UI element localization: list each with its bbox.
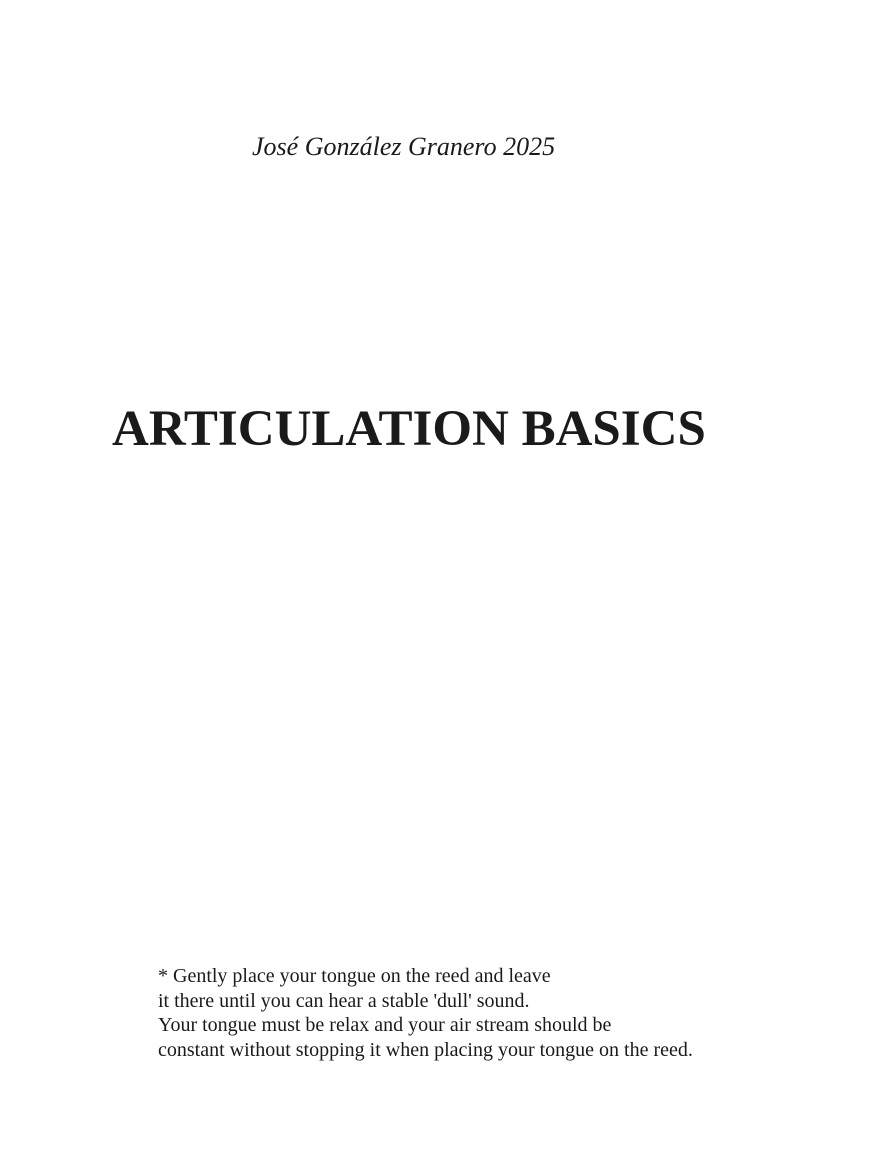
instruction-line: * Gently place your tongue on the reed and leave (158, 965, 551, 987)
instruction-line: constant without stopping it when placing your tongue on the reed. (158, 1038, 693, 1061)
instruction-line: it there until you can hear a stable 'dull' sound. (158, 989, 530, 1012)
page-title: ARTICULATION BASICS (112, 401, 706, 457)
author-line: José González Granero 2025 (252, 132, 556, 161)
instruction-notes (158, 964, 693, 1062)
instruction-line: Your tongue must be relax and your air stream should be (158, 1014, 612, 1036)
